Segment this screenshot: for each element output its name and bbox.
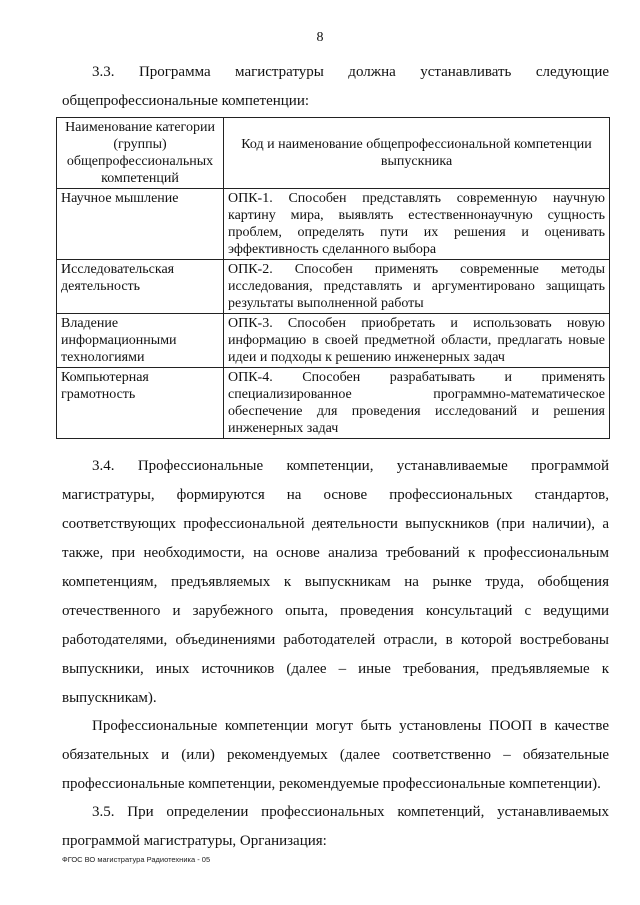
row-category: Владение информационными технологиями [57,314,224,368]
row-competence: ОПК-1. Способен представлять современную научную картину мира, выявлять естественнонаучную сущность проблем, определять пути их решения и оценивать эффективность сделанного выбора [224,189,610,260]
section-3-5-number: 3.5. [92,804,115,820]
table-row [57,314,610,368]
section-3-4 [62,452,609,713]
row-category: Исследовательская деятельность [57,260,224,314]
section-3-3 [62,58,609,116]
section-3-5 [62,798,609,856]
competencies-table [56,117,610,439]
row-competence: ОПК-4. Способен разрабатывать и применять специализированное программно-математическое обеспечение для проведения исследований и решения инженерных задач [224,368,610,439]
footer: ФГОС ВО магистратура Радиотехника - 05 [62,855,211,864]
header-category: Наименование категории (группы) общепрофессиональных компетенций [57,118,224,189]
paragraph-poop-text: Профессиональные компетенции могут быть установлены ПООП в качестве обязательных и (или) рекомендуемых (далее соответственно – обязательные профессиональные компетенции, рекомендуемые профессиональные компетенции). [62,718,609,792]
table-row [57,260,610,314]
row-competence: ОПК-2. Способен применять современные методы исследования, представлять и аргументировано защищать результаты выполненной работы [224,260,610,314]
section-3-3-number: 3.3. [92,64,115,80]
section-3-4-text: Профессиональные компетенции, устанавливаемые программой магистратуры, формируются на основе профессиональных стандартов, соответствующих профессиональной деятельности выпускников (при наличии), а также, при необходимости, на основе анализа требований к профессиональным компетенциям, предъявляемых к выпускникам на рынке труда, обобщения отечественного и зарубежного опыта, проведения консультаций с ведущими работодателями, объединениями работодателей отрасли, в которой востребованы выпускники, иных источников (далее – иные требования, предъявляемые к выпускникам). [62,458,609,706]
header-competence: Код и наименование общепрофессиональной компетенции выпускника [224,118,610,189]
section-3-4-number: 3.4. [92,458,115,474]
table-header-row [57,118,610,189]
row-category: Компьютерная грамотность [57,368,224,439]
section-3-5-text: При определении профессиональных компетенций, устанавливаемых программой магистратуры, Организация: [62,804,609,849]
row-competence: ОПК-3. Способен приобретать и использовать новую информацию в своей предметной области, предлагать новые идеи и подходы к решению инженерных задач [224,314,610,368]
row-category: Научное мышление [57,189,224,260]
page-number: 8 [316,30,324,45]
paragraph-poop [62,712,609,799]
section-3-3-text: Программа магистратуры должна устанавливать следующие общепрофессиональные компетенции: [62,64,610,109]
table-row [57,368,610,439]
table-row [57,189,610,260]
